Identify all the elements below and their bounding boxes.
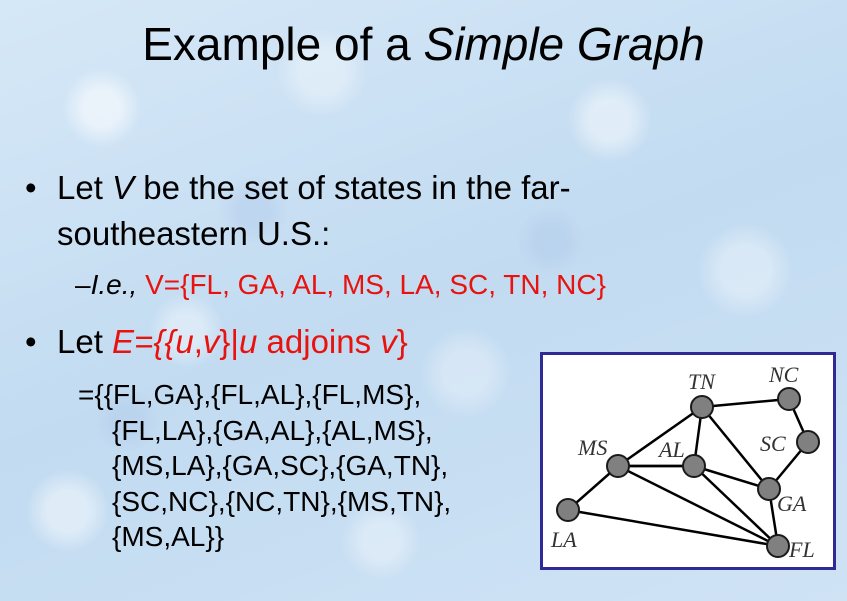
graph-diagram xyxy=(543,355,833,567)
edge-def-comma: , xyxy=(193,323,203,360)
edge-def-u2: u xyxy=(239,323,258,360)
node-fl xyxy=(767,535,789,557)
slide-title xyxy=(0,14,847,74)
node-label-ga: GA xyxy=(777,491,807,516)
node-sc xyxy=(797,431,819,453)
bullet-dot-2: • xyxy=(25,323,37,360)
node-la xyxy=(557,499,579,521)
edge-list-line-1: ={{FL,GA},{FL,AL},{FL,MS}, xyxy=(78,379,422,410)
edge-fl-ms xyxy=(618,466,778,546)
edge-def-close: } xyxy=(396,323,408,360)
bullet-2-let: Let xyxy=(57,323,113,360)
edge-def-v1: v xyxy=(202,323,220,360)
edge-def-u1: u xyxy=(175,323,194,360)
sub-ie: I.e., xyxy=(90,269,138,300)
node-label-sc: SC xyxy=(760,431,786,456)
node-tn xyxy=(691,396,713,418)
bullet-1 xyxy=(25,166,571,210)
title-prefix: Example of a xyxy=(142,18,424,70)
node-label-nc: NC xyxy=(769,362,799,387)
bullet-1-line-2: southeastern U.S.: xyxy=(57,215,331,252)
edge-def-v2: v xyxy=(380,323,397,360)
node-ms xyxy=(607,455,629,477)
bullet-dot-1: • xyxy=(25,169,37,206)
node-label-ms: MS xyxy=(578,435,608,460)
bullet-2 xyxy=(25,320,408,364)
bullet-2-edge-definition xyxy=(112,323,408,360)
node-label-al: AL xyxy=(659,437,685,462)
edge-def-e-prefix: E={{ xyxy=(112,323,176,360)
edge-def-mid: }| xyxy=(219,323,239,360)
node-label-la: LA xyxy=(551,527,577,552)
node-nc xyxy=(778,388,800,410)
title-emphasis: Simple Graph xyxy=(423,18,705,70)
edge-list-line-4: {SC,NC},{NC,TN},{MS,TN}, xyxy=(112,486,452,517)
node-al xyxy=(683,455,705,477)
bullet-1-let: Let xyxy=(57,169,113,206)
edge-ga-tn xyxy=(702,407,769,489)
sub-bullet-ie xyxy=(75,266,606,304)
bullet-1-rest: be the set of states in the far- xyxy=(134,169,571,206)
node-label-fl: FL xyxy=(789,537,815,562)
sub-space xyxy=(137,269,145,300)
edge-list-line-3: {MS,LA},{GA,SC},{GA,TN}, xyxy=(112,450,449,481)
sub-vertex-set: V={FL, GA, AL, MS, LA, SC, TN, NC} xyxy=(145,269,606,300)
node-label-tn: TN xyxy=(688,369,715,394)
edge-nc-tn xyxy=(702,399,789,407)
sub-dash: – xyxy=(75,269,91,300)
edge-def-adjoins: adjoins xyxy=(257,323,381,360)
edge-list-line-5: {MS,AL}} xyxy=(112,521,225,552)
graph-diagram-frame xyxy=(540,352,836,570)
bullet-1-var-v: V xyxy=(112,169,135,206)
edge-list-line-2: {FL,LA},{GA,AL},{AL,MS}, xyxy=(112,415,433,446)
